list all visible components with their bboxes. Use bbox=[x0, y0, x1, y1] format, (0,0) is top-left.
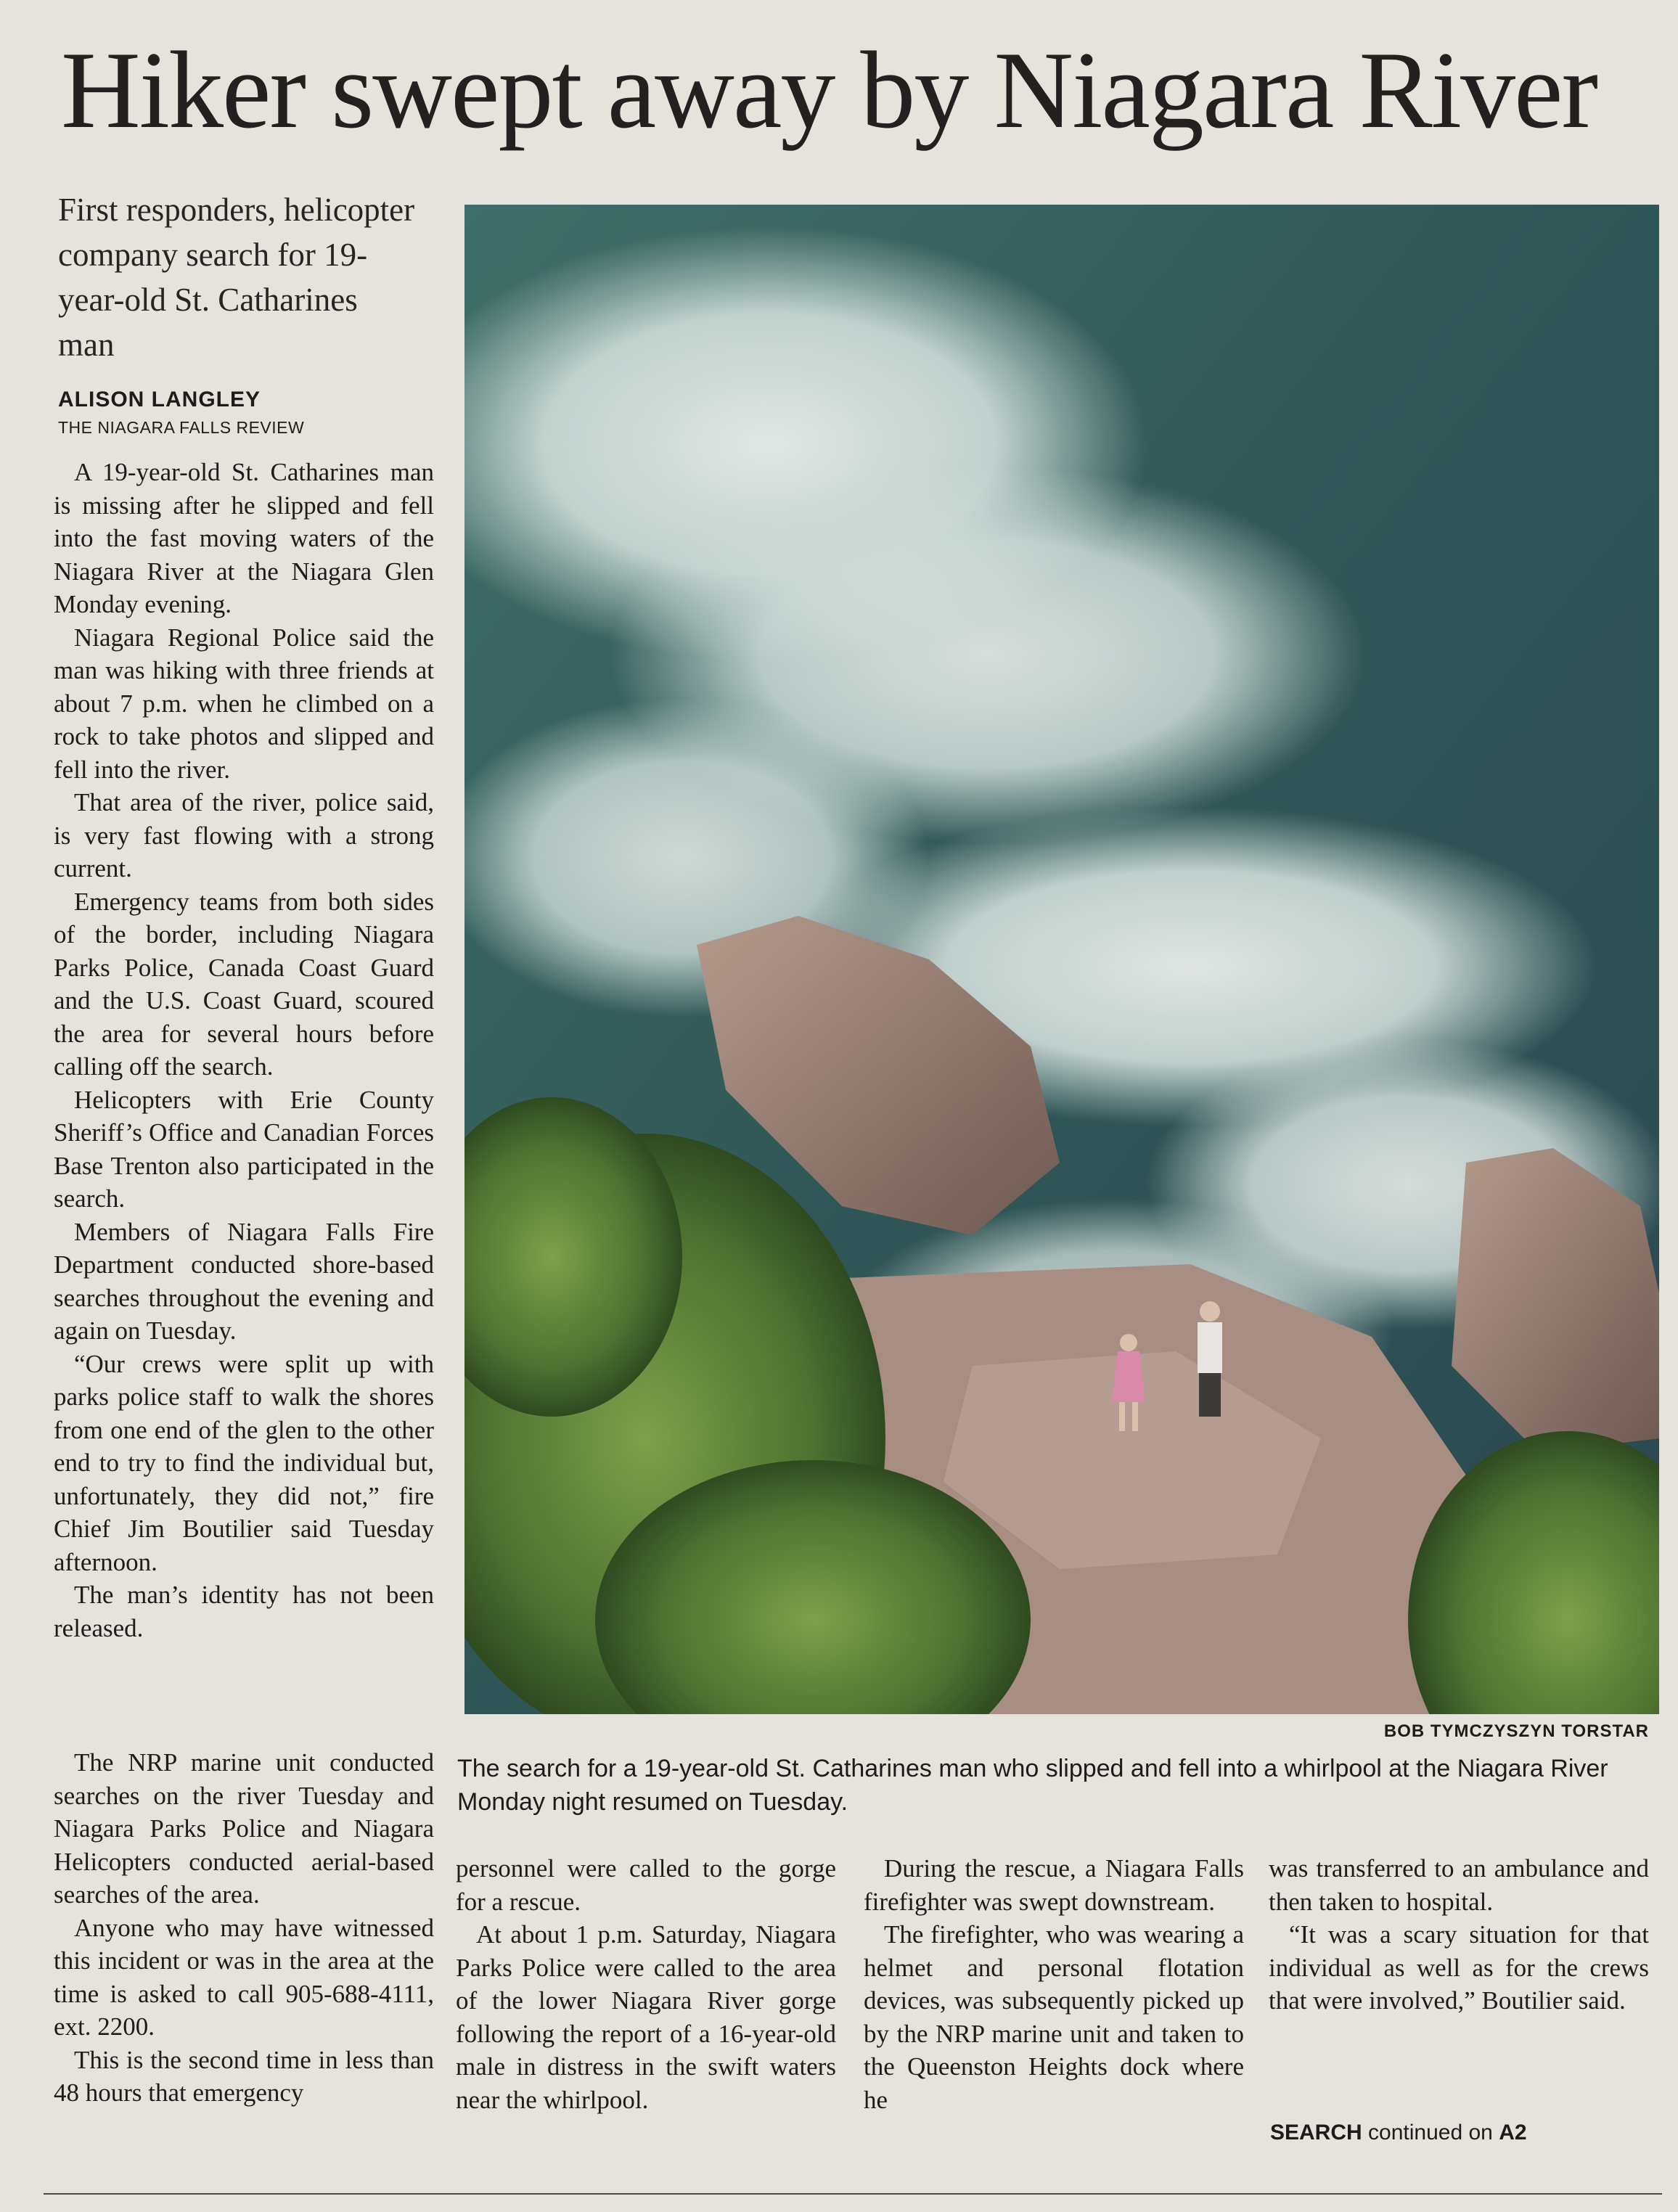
paragraph: “It was a scary situation for that individual as well as for the crews that were involved,” Boutilier said. bbox=[1269, 1920, 1649, 2015]
river-rapids-image bbox=[464, 205, 1659, 1714]
paragraph: The firefighter, who was wearing a helmet and personal flotation devices, was subsequently picked up by the NRP marine unit and taken to the Queenston Heights dock where he bbox=[864, 1920, 1244, 2114]
paragraph: That area of the river, police said, is very fast flowing with a strong current. bbox=[54, 788, 434, 882]
paragraph: Members of Niagara Falls Fire Department conducted shore-based searches throughout the evening and again on Tuesday. bbox=[54, 1217, 434, 1345]
paragraph: Anyone who may have witnessed this incident or was in the area at the time is asked to call 905-688-4111, ext. 2200. bbox=[54, 1913, 434, 2041]
paragraph: During the rescue, a Niagara Falls firefighter was swept downstream. bbox=[864, 1854, 1244, 1916]
river-photo bbox=[464, 205, 1659, 1714]
headline: Hiker swept away by Niagara River bbox=[61, 29, 1597, 151]
article-column-3 bbox=[864, 1852, 1244, 2116]
paragraph: This is the second time in less than 48 hours that emergency bbox=[54, 2045, 434, 2107]
paragraph: At about 1 p.m. Saturday, Niagara Parks Police were called to the area of the lower Niagara River gorge following the report of a 16-year-old male in distress in the swift waters near the whirlpool. bbox=[456, 1920, 836, 2114]
photo-caption: The search for a 19-year-old St. Catharines man who slipped and fell into a whirlpool at the Niagara River Monday night resumed on Tuesday. bbox=[457, 1755, 1608, 1816]
article-column-4 bbox=[1269, 1852, 1649, 2018]
byline: ALISON LANGLEY bbox=[58, 388, 261, 411]
deck: First responders, helicopter company search for 19-year-old St. Catharines man bbox=[58, 192, 415, 363]
article-column-2 bbox=[456, 1852, 836, 2116]
paragraph: was transferred to an ambulance and then taken to hospital. bbox=[1269, 1854, 1649, 1916]
photo-credit: BOB TYMCZYSZYN TORSTAR bbox=[1383, 1721, 1649, 1741]
paragraph: Niagara Regional Police said the man was hiking with three friends at about 7 p.m. when he climbed on a rock to take photos and slipped and fell into the river. bbox=[54, 623, 434, 784]
continuation-text: continued on bbox=[1368, 2121, 1493, 2145]
paragraph: personnel were called to the gorge for a rescue. bbox=[456, 1854, 836, 1916]
paragraph: Emergency teams from both sides of the border, including Niagara Parks Police, Canada Coast Guard and the U.S. Coast Guard, scoured the area for several hours before calling off the search. bbox=[54, 887, 434, 1081]
bottom-rule bbox=[44, 2193, 1662, 2195]
paragraph: “Our crews were split up with parks police staff to walk the shores from one end of the glen to the other end to try to find the individual but, unfortunately, they did not,” fire Chief Jim Boutilier said Tuesday afternoon. bbox=[54, 1349, 434, 1576]
article-column-1-lower bbox=[54, 1746, 434, 2110]
continuation-note bbox=[1270, 2121, 1527, 2145]
article-column-1 bbox=[54, 456, 434, 1644]
paragraph: The NRP marine unit conducted searches on the river Tuesday and Niagara Parks Police and Niagara Helicopters conducted aerial-based searches of the area. bbox=[54, 1748, 434, 1909]
continuation-page: A2 bbox=[1499, 2121, 1527, 2145]
paragraph: A 19-year-old St. Catharines man is missing after he slipped and fell into the fast moving waters of the Niagara River at the Niagara Glen Monday evening. bbox=[54, 458, 434, 618]
continuation-keyword: SEARCH bbox=[1270, 2121, 1362, 2145]
paragraph: Helicopters with Erie County Sheriff’s Office and Canadian Forces Base Trenton also participated in the search. bbox=[54, 1085, 434, 1213]
paragraph: The man’s identity has not been released. bbox=[54, 1581, 434, 1642]
publication-source: THE NIAGARA FALLS REVIEW bbox=[58, 418, 305, 437]
